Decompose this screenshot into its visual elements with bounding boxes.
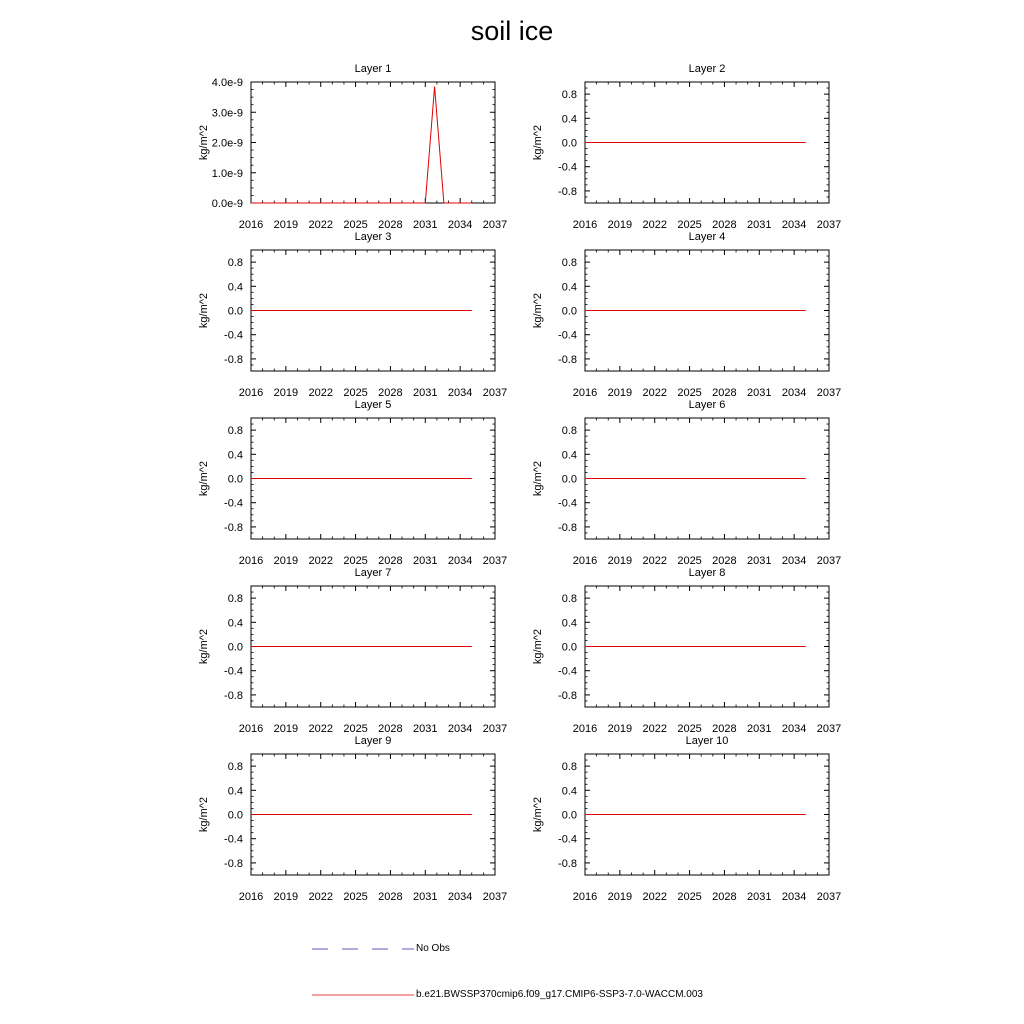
x-tick-label-6-7: 2037 [816,555,842,567]
x-tick-label-4-5: 2031 [747,387,772,399]
y-tick-label-5-2: 0.0 [227,473,243,486]
legend-model-label: b.e21.BWSSP370cmip6.f09_g17.CMIP6-SSP3-7.0-WACCM.003 [416,989,703,1000]
y-tick-label-6-3: 0.4 [561,449,577,462]
y-tick-label-5-0: -0.8 [224,521,243,534]
y-tick-label-8-2: 0.0 [561,641,577,654]
x-tick-label-2-5: 2031 [747,219,772,231]
y-tick-label-9-4: 0.8 [227,761,243,774]
x-tick-label-8-7: 2037 [816,723,842,735]
x-tick-label-8-3: 2025 [677,723,702,735]
y-tick-label-1-3: 3.0e-9 [211,107,243,120]
x-tick-label-3-3: 2025 [343,387,368,399]
panel-title-9: Layer 9 [354,735,392,747]
x-tick-label-3-7: 2037 [482,387,508,399]
x-tick-label-6-1: 2019 [607,555,633,567]
panel-title-6: Layer 6 [688,399,726,411]
x-tick-label-6-0: 2016 [572,555,598,567]
x-tick-label-6-2: 2022 [642,555,667,567]
y-tick-label-9-3: 0.4 [227,785,243,798]
y-tick-label-3-2: 0.0 [227,305,243,318]
y-tick-label-2-1: -0.4 [558,161,577,174]
panel-title-3: Layer 3 [354,231,392,243]
x-tick-label-8-4: 2028 [712,723,737,735]
y-tick-label-2-2: 0.0 [561,137,577,150]
x-tick-label-5-0: 2016 [238,555,264,567]
y-tick-label-2-3: 0.4 [561,113,577,126]
y-tick-label-8-4: 0.8 [561,593,577,606]
x-tick-label-7-2: 2022 [308,723,333,735]
x-tick-label-4-3: 2025 [677,387,702,399]
y-tick-label-8-1: -0.4 [558,665,577,678]
x-tick-label-1-4: 2028 [378,219,403,231]
y-axis-label-5: kg/m^2 [198,460,210,497]
x-tick-label-2-6: 2034 [781,219,807,231]
x-tick-label-3-0: 2016 [238,387,264,399]
x-tick-label-4-2: 2022 [642,387,667,399]
x-tick-label-5-3: 2025 [343,555,368,567]
y-tick-label-1-0: 0.0e-9 [211,198,243,210]
x-tick-label-5-4: 2028 [378,555,403,567]
x-tick-label-2-2: 2022 [642,219,667,231]
x-tick-label-5-5: 2031 [413,555,438,567]
legend-obs-label: No Obs [416,943,450,954]
x-tick-label-9-7: 2037 [482,891,508,903]
y-axis-label-4: kg/m^2 [532,292,544,329]
panel-title-1: Layer 1 [354,63,392,75]
x-tick-label-8-2: 2022 [642,723,667,735]
y-tick-label-3-1: -0.4 [224,329,243,342]
x-tick-label-7-1: 2019 [273,723,299,735]
y-tick-label-7-0: -0.8 [224,689,243,702]
y-tick-label-6-2: 0.0 [561,473,577,486]
x-tick-label-1-3: 2025 [343,219,368,231]
x-tick-label-2-3: 2025 [677,219,702,231]
y-tick-label-1-2: 2.0e-9 [211,137,243,150]
y-tick-label-2-0: -0.8 [558,185,577,198]
y-tick-label-10-4: 0.8 [561,761,577,774]
y-tick-label-10-2: 0.0 [561,809,577,822]
x-tick-label-3-1: 2019 [273,387,299,399]
y-tick-label-9-0: -0.8 [224,857,243,870]
y-tick-label-5-1: -0.4 [224,497,243,510]
x-tick-label-9-4: 2028 [378,891,403,903]
x-tick-label-3-6: 2034 [447,387,473,399]
x-tick-label-9-3: 2025 [343,891,368,903]
x-tick-label-6-5: 2031 [747,555,772,567]
y-tick-label-6-4: 0.8 [561,425,577,438]
y-tick-label-7-1: -0.4 [224,665,243,678]
x-tick-label-1-0: 2016 [238,219,264,231]
x-tick-label-1-6: 2034 [447,219,473,231]
x-tick-label-10-4: 2028 [712,891,737,903]
x-tick-label-10-2: 2022 [642,891,667,903]
x-tick-label-1-5: 2031 [413,219,438,231]
x-tick-label-10-0: 2016 [572,891,598,903]
x-tick-label-8-1: 2019 [607,723,633,735]
panel-title-8: Layer 8 [688,567,726,579]
x-tick-label-4-0: 2016 [572,387,598,399]
panel-title-2: Layer 2 [688,63,726,75]
x-tick-label-4-4: 2028 [712,387,737,399]
panel-title-5: Layer 5 [354,399,392,411]
x-tick-label-6-6: 2034 [781,555,807,567]
y-tick-label-3-3: 0.4 [227,281,243,294]
y-tick-label-4-3: 0.4 [561,281,577,294]
y-tick-label-1-1: 1.0e-9 [211,167,243,180]
x-tick-label-10-5: 2031 [747,891,772,903]
x-tick-label-7-5: 2031 [413,723,438,735]
x-tick-label-5-2: 2022 [308,555,333,567]
x-tick-label-10-6: 2034 [781,891,807,903]
plot-frame-1 [251,82,495,203]
x-tick-label-2-7: 2037 [816,219,842,231]
series-line-1-0 [251,87,472,203]
panel-title-4: Layer 4 [688,231,726,243]
y-axis-label-7: kg/m^2 [198,628,210,665]
y-tick-label-9-2: 0.0 [227,809,243,822]
figure-title: soil ice [470,16,554,46]
x-tick-label-7-0: 2016 [238,723,264,735]
x-tick-label-5-7: 2037 [482,555,508,567]
x-tick-label-5-1: 2019 [273,555,299,567]
y-tick-label-6-1: -0.4 [558,497,577,510]
y-tick-label-4-0: -0.8 [558,353,577,366]
y-tick-label-10-1: -0.4 [558,833,577,846]
y-tick-label-5-3: 0.4 [227,449,243,462]
x-tick-label-8-6: 2034 [781,723,807,735]
x-tick-label-2-0: 2016 [572,219,598,231]
y-tick-label-4-4: 0.8 [561,257,577,270]
y-axis-label-2: kg/m^2 [532,124,544,161]
y-tick-label-10-3: 0.4 [561,785,577,798]
y-tick-label-7-2: 0.0 [227,641,243,654]
x-tick-label-5-6: 2034 [447,555,473,567]
y-axis-label-3: kg/m^2 [198,292,210,329]
y-tick-label-7-4: 0.8 [227,593,243,606]
y-tick-label-1-4: 4.0e-9 [211,77,243,89]
y-tick-label-5-4: 0.8 [227,425,243,438]
x-tick-label-8-5: 2031 [747,723,772,735]
x-tick-label-3-4: 2028 [378,387,403,399]
x-tick-label-1-7: 2037 [482,219,508,231]
x-tick-label-9-2: 2022 [308,891,333,903]
panel-title-7: Layer 7 [354,567,392,579]
y-tick-label-9-1: -0.4 [224,833,243,846]
y-tick-label-10-0: -0.8 [558,857,577,870]
x-tick-label-4-1: 2019 [607,387,633,399]
x-tick-label-8-0: 2016 [572,723,598,735]
x-tick-label-6-3: 2025 [677,555,702,567]
panel-title-10: Layer 10 [685,735,729,747]
x-tick-label-9-0: 2016 [238,891,264,903]
y-axis-label-9: kg/m^2 [198,796,210,833]
x-tick-label-3-2: 2022 [308,387,333,399]
y-tick-label-3-0: -0.8 [224,353,243,366]
y-axis-label-10: kg/m^2 [532,796,544,833]
x-tick-label-4-7: 2037 [816,387,842,399]
y-axis-label-6: kg/m^2 [532,460,544,497]
y-axis-label-8: kg/m^2 [532,628,544,665]
x-tick-label-6-4: 2028 [712,555,737,567]
y-axis-label-1: kg/m^2 [198,124,210,161]
y-tick-label-7-3: 0.4 [227,617,243,630]
x-tick-label-9-5: 2031 [413,891,438,903]
x-tick-label-7-4: 2028 [378,723,403,735]
x-tick-label-10-1: 2019 [607,891,633,903]
x-tick-label-2-1: 2019 [607,219,633,231]
x-tick-label-7-6: 2034 [447,723,473,735]
x-tick-label-9-6: 2034 [447,891,473,903]
x-tick-label-1-2: 2022 [308,219,333,231]
x-tick-label-10-3: 2025 [677,891,702,903]
x-tick-label-3-5: 2031 [413,387,438,399]
y-tick-label-4-2: 0.0 [561,305,577,318]
y-tick-label-3-4: 0.8 [227,257,243,270]
x-tick-label-7-7: 2037 [482,723,508,735]
x-tick-label-1-1: 2019 [273,219,299,231]
y-tick-label-6-0: -0.8 [558,521,577,534]
x-tick-label-4-6: 2034 [781,387,807,399]
x-tick-label-10-7: 2037 [816,891,842,903]
x-tick-label-2-4: 2028 [712,219,737,231]
y-tick-label-8-0: -0.8 [558,689,577,702]
y-tick-label-8-3: 0.4 [561,617,577,630]
y-tick-label-4-1: -0.4 [558,329,577,342]
x-tick-label-7-3: 2025 [343,723,368,735]
x-tick-label-9-1: 2019 [273,891,299,903]
y-tick-label-2-4: 0.8 [561,89,577,102]
